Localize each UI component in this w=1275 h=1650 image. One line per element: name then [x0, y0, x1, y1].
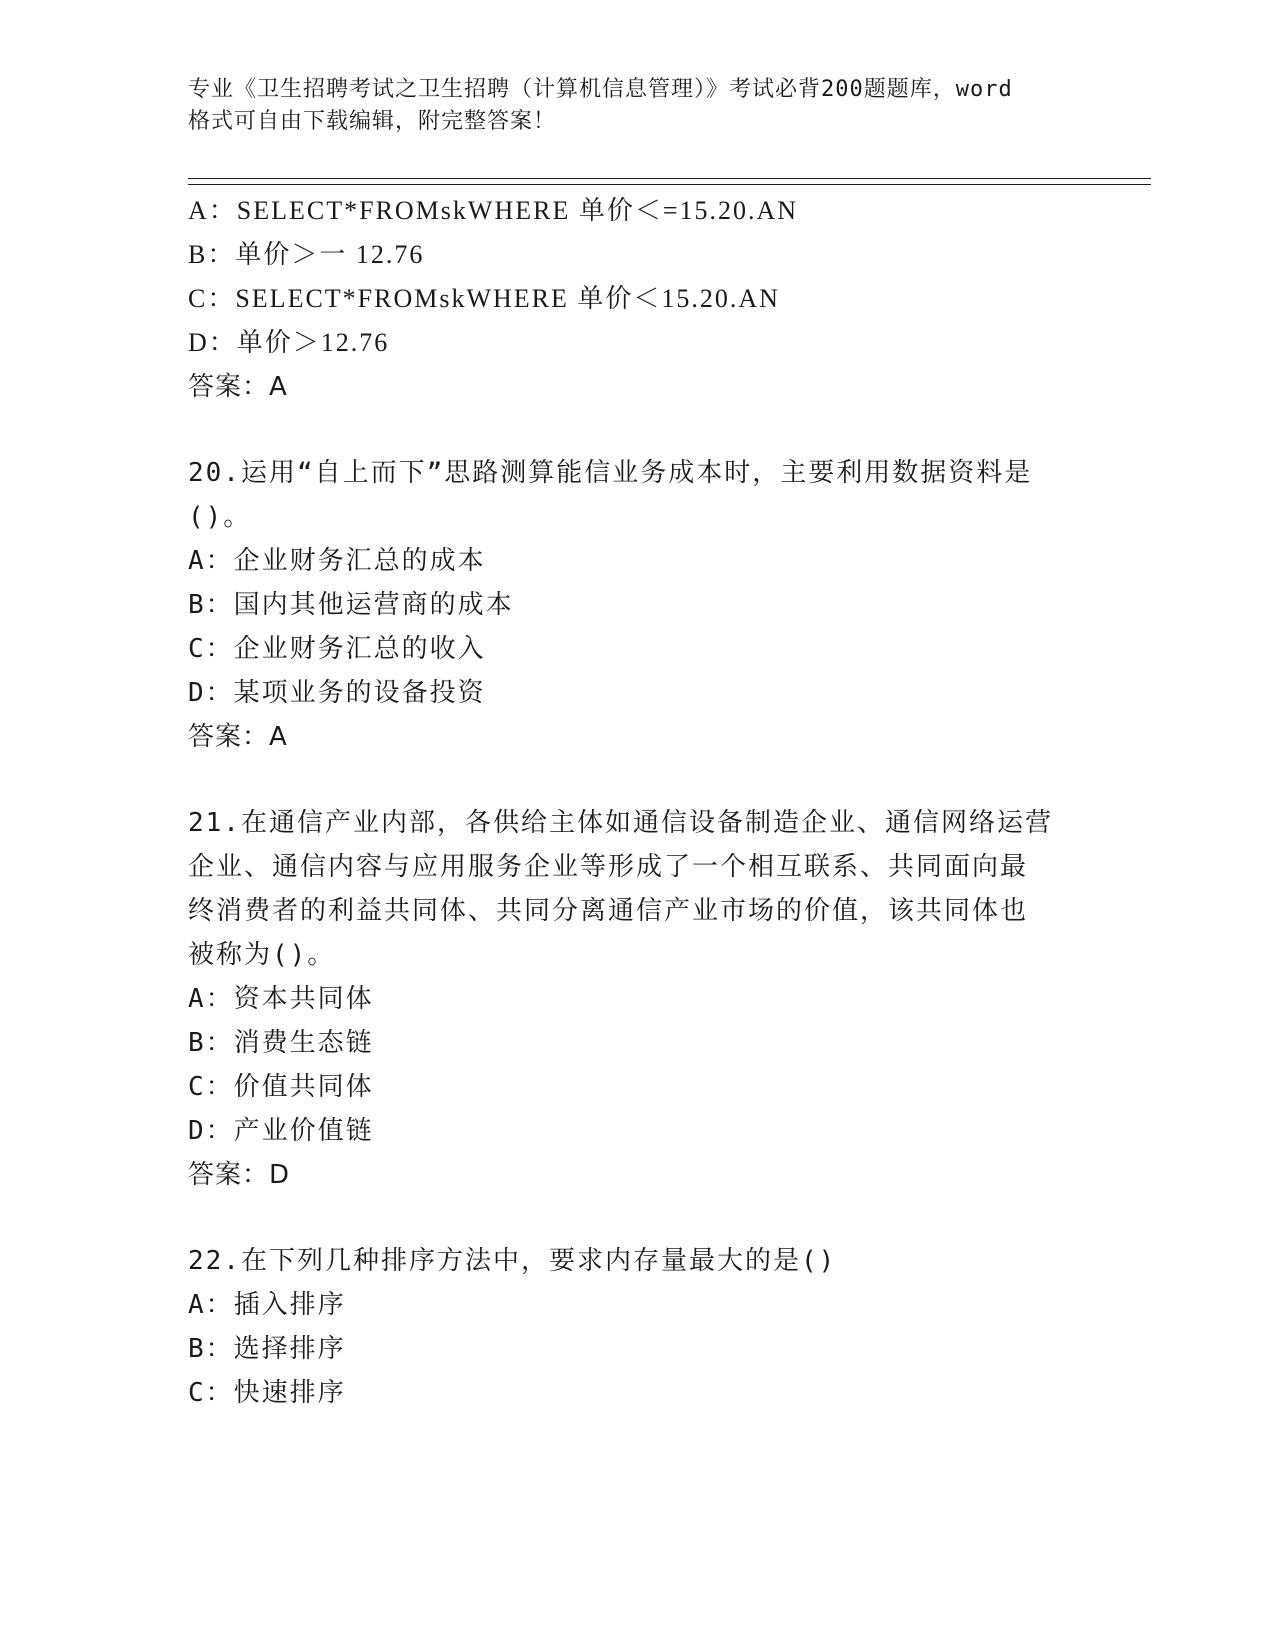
option-text: 价值共同体	[233, 1072, 374, 1102]
q21-option-c	[188, 1064, 374, 1110]
option-label: A：	[188, 196, 237, 225]
option-text: 插入排序	[233, 1290, 346, 1320]
option-text: 某项业务的设备投资	[233, 678, 486, 708]
option-text: 消费生态链	[233, 1028, 374, 1058]
q21-option-d	[188, 1108, 374, 1154]
q19-option-b	[188, 232, 424, 278]
q19-answer: 答案：A	[188, 372, 288, 402]
option-text: 单价＞12.76	[236, 328, 390, 357]
q21-stem-line-3: 终消费者的利益共同体、共同分离通信产业市场的价值，该共同体也	[188, 896, 1029, 926]
q22-option-b	[188, 1326, 346, 1372]
q22-option-c	[188, 1370, 346, 1416]
q21-stem-line-2: 企业、通信内容与应用服务企业等形成了一个相互联系、共同面向最	[188, 852, 1029, 882]
option-text: 国内其他运营商的成本	[233, 590, 514, 620]
header-divider-top	[188, 178, 1151, 179]
option-label: D：	[188, 1116, 234, 1146]
q20-option-b	[188, 582, 514, 628]
option-label: A：	[188, 984, 234, 1014]
header-line-2: 格式可自由下载编辑，附完整答案！	[188, 109, 557, 134]
q19-option-a	[188, 188, 798, 234]
q20-stem-line-1: 20.运用“自上而下”思路测算能信业务成本时，主要利用数据资料是	[188, 458, 1033, 488]
option-label: B：	[188, 240, 236, 269]
q21-answer: 答案：D	[188, 1160, 291, 1190]
option-label: B：	[188, 590, 234, 620]
option-label: D：	[188, 678, 234, 708]
q21-stem-line-1: 21.在通信产业内部，各供给主体如通信设备制造企业、通信网络运营	[188, 808, 1053, 838]
option-label: C：	[188, 634, 234, 664]
q21-option-b	[188, 1020, 374, 1066]
option-label: B：	[188, 1334, 234, 1364]
q19-option-c	[188, 276, 780, 322]
option-label: B：	[188, 1028, 234, 1058]
q20-option-a	[188, 538, 486, 584]
q21-option-a	[188, 976, 374, 1022]
option-label: A：	[188, 1290, 234, 1320]
option-text: 企业财务汇总的成本	[233, 546, 486, 576]
option-text: 选择排序	[233, 1334, 346, 1364]
document-header	[188, 74, 1088, 138]
option-label: C：	[188, 1072, 234, 1102]
q20-stem-line-2: ()。	[188, 502, 252, 532]
option-label: C：	[188, 1378, 234, 1408]
header-line-1: 专业《卫生招聘考试之卫生招聘（计算机信息管理）》考试必背200题题库，word	[188, 77, 1013, 102]
q21-stem-line-4: 被称为()。	[188, 940, 336, 970]
option-label: D：	[188, 328, 237, 357]
q22-stem-line-1: 22.在下列几种排序方法中，要求内存量最大的是()	[188, 1246, 837, 1276]
option-text: SELECT*FROMskWHERE 单价＜=15.20.AN	[236, 196, 799, 225]
q19-option-d	[188, 320, 389, 366]
option-label: C：	[188, 284, 236, 313]
option-text: 企业财务汇总的收入	[233, 634, 486, 664]
option-text: 快速排序	[233, 1378, 346, 1408]
option-label: A：	[188, 546, 234, 576]
option-text: 产业价值链	[233, 1116, 374, 1146]
q20-answer: 答案：A	[188, 722, 288, 752]
option-text: SELECT*FROMskWHERE 单价＜15.20.AN	[235, 284, 780, 313]
q20-option-d	[188, 670, 486, 716]
q20-option-c	[188, 626, 486, 672]
option-text: 资本共同体	[233, 984, 374, 1014]
q22-option-a	[188, 1282, 346, 1328]
header-divider-bottom	[188, 184, 1151, 185]
option-text: 单价＞一 12.76	[235, 240, 425, 269]
